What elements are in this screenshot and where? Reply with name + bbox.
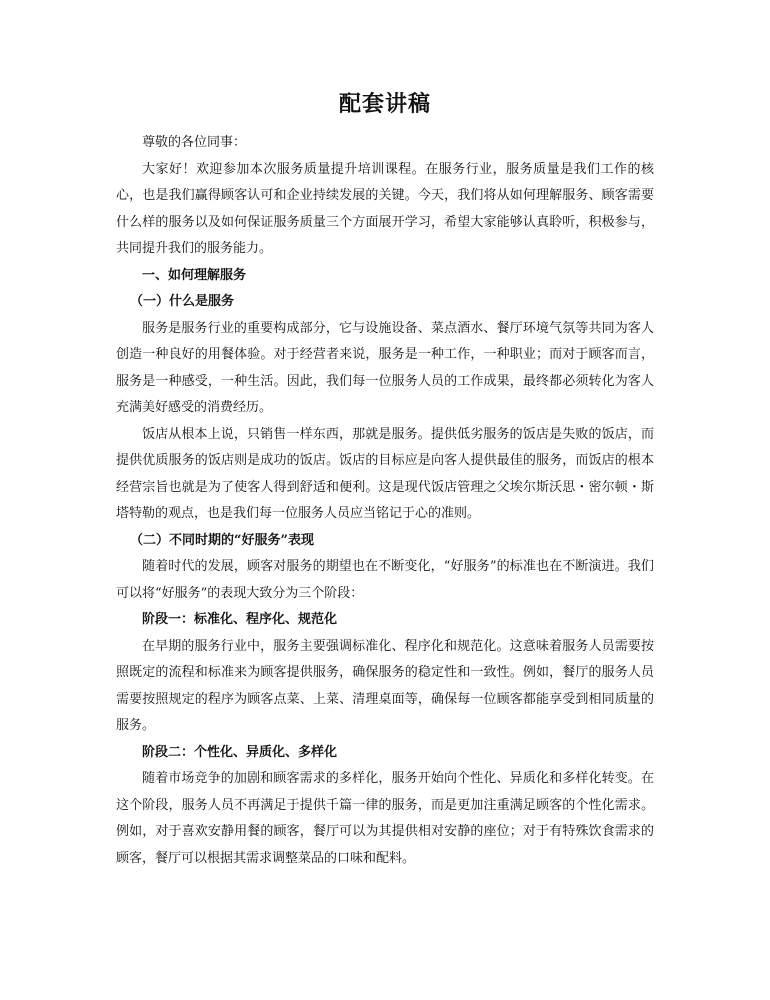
body-paragraph: 在早期的服务行业中，服务主要强调标准化、程序化和规范化。这意味着服务人员需要按照既定的流程和标准来为顾客提供服务，确保服务的稳定性和一致性。例如，餐厅的服务人员需要按照规定的程序为顾客点菜、上菜、清理桌面等，确保每一位顾客都能享受到相同质量的服务。 (116, 638, 654, 733)
document-page (116, 88, 654, 872)
subsection-heading: （二）不同时期的“好服务”表现 (130, 532, 314, 548)
stage-heading: 阶段二：个性化、异质化、多样化 (142, 744, 338, 760)
body-paragraph: 随着时代的发展，顾客对服务的期望也在不断变化，“好服务”的标准也在不断演进。我们可以将“好服务”的表现大致分为三个阶段： (116, 559, 654, 601)
body-paragraph: 饭店从根本上说，只销售一样东西，那就是服务。提供低劣服务的饭店是失败的饭店，而提供优质服务的饭店则是成功的饭店。饭店的目标应是向客人提供最佳的服务，而饭店的根本经营宗旨也就是为了使客人得到舒适和便利。这是现代饭店管理之父埃尔斯沃思・密尔顿・斯塔特勒的观点，也是我们每一位服务人员应当铭记于心的准则。 (116, 426, 654, 521)
intro-paragraph: 大家好！欢迎参加本次服务质量提升培训课程。在服务行业，服务质量是我们工作的核心，也是我们赢得顾客认可和企业持续发展的关键。今天，我们将从如何理解服务、顾客需要什么样的服务以及如何保证服务质量三个方面展开学习，希望大家能够认真聆听，积极参与，共同提升我们的服务能力。 (116, 161, 654, 256)
body-paragraph: 随着市场竞争的加剧和顾客需求的多样化，服务开始向个性化、异质化和多样化转变。在这个阶段，服务人员不再满足于提供千篇一律的服务，而是更加注重满足顾客的个性化需求。例如，对于喜欢安静用餐的顾客，餐厅可以为其提供相对安静的座位；对于有特殊饮食需求的顾客，餐厅可以根据其需求调整菜品的口味和配料。 (116, 771, 654, 866)
document-title: 配套讲稿 (338, 91, 431, 117)
subsection-heading: （一）什么是服务 (130, 294, 235, 309)
section-heading: 一、如何理解服务 (142, 267, 247, 283)
body-paragraph: 服务是服务行业的重要构成部分，它与设施设备、菜点酒水、餐厅环境气氛等共同为客人创造一种良好的用餐体验。对于经营者来说，服务是一种工作，一种职业；而对于顾客而言，服务是一种感受，一种生活。因此，我们每一位服务人员的工作成果，最终都必须转化为客人充满美好感受的消费经历。 (116, 320, 654, 415)
salutation: 尊敬的各位同事： (142, 135, 247, 150)
stage-heading: 阶段一：标准化、程序化、规范化 (142, 612, 338, 627)
